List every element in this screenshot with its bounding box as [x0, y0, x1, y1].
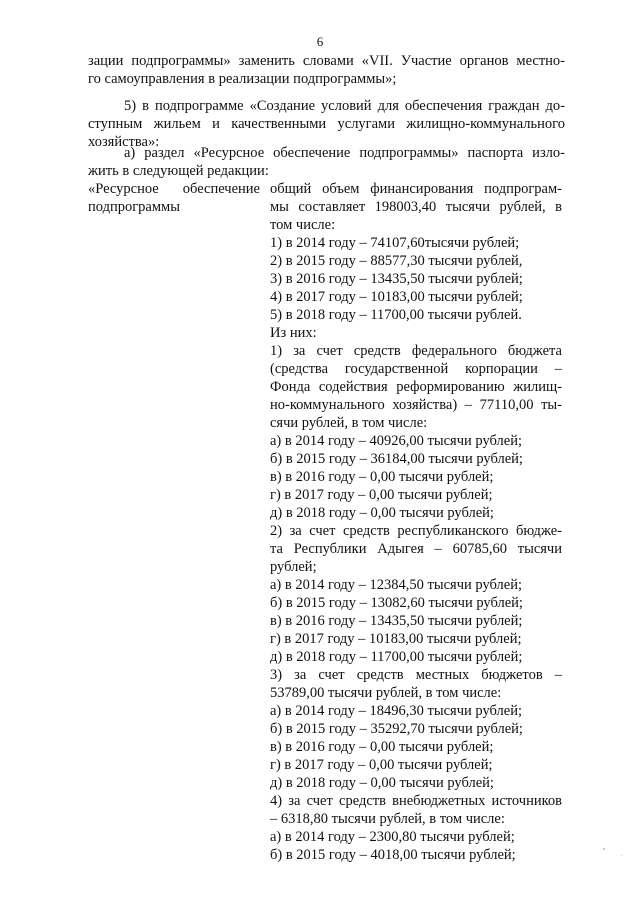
cell-line: г) в 2017 году – 10183,00 тысячи рублей; — [270, 631, 522, 647]
cell-line: в) в 2016 году – 0,00 тысячи рублей; — [270, 739, 494, 755]
intro-paragraph — [88, 52, 565, 88]
cell-line: 2) в 2015 году – 88577,30 тысячи рублей, — [270, 253, 523, 269]
text-line: а) раздел «Ресурсное обеспечение подпрограммы» паспорта изло- — [124, 145, 565, 161]
cell-line: 53789,00 тысячи рублей, в том числе: — [270, 685, 502, 701]
cell-line: подпрограммы — [88, 199, 180, 215]
cell-line: д) в 2018 году – 0,00 тысячи рублей; — [270, 775, 494, 791]
item-a-paragraph — [88, 144, 565, 180]
text-line: жить в следующей редакции: — [88, 163, 269, 179]
cell-line: г) в 2017 году – 0,00 тысячи рублей; — [270, 487, 493, 503]
item-5-paragraph — [88, 97, 565, 151]
page-number: 6 — [316, 34, 324, 49]
text-line: зации подпрограммы» заменить словами «VII. Участие органов местно- — [88, 53, 565, 69]
cell-line: б) в 2015 году – 13082,60 тысячи рублей; — [270, 595, 523, 611]
cell-line: а) в 2014 году – 18496,30 тысячи рублей; — [270, 703, 522, 719]
scan-speck — [603, 848, 605, 850]
cell-line: а) в 2014 году – 40926,00 тысячи рублей; — [270, 433, 522, 449]
cell-line: 4) в 2017 году – 10183,00 тысячи рублей; — [270, 289, 523, 305]
scan-speck — [621, 855, 622, 856]
resource-table-right-cell — [270, 180, 562, 864]
cell-line: «Ресурсное обеспечение — [88, 181, 260, 197]
cell-line: д) в 2018 году – 11700,00 тысячи рублей; — [270, 649, 523, 665]
text-line: го самоуправления в реализации подпрограммы»; — [88, 71, 397, 87]
cell-line: а) в 2014 году – 12384,50 тысячи рублей; — [270, 577, 522, 593]
cell-line: 1) за счет средств федерального бюджета — [270, 343, 562, 359]
cell-line: (средства государственной корпорации – — [270, 361, 562, 377]
cell-line: 2) за счет средств республиканского бюдже- — [270, 523, 562, 539]
cell-line: общий объем финансирования подпрограм- — [270, 181, 562, 197]
cell-line: в) в 2016 году – 0,00 тысячи рублей; — [270, 469, 494, 485]
cell-line: Из них: — [270, 325, 317, 341]
cell-line: б) в 2015 году – 36184,00 тысячи рублей; — [270, 451, 523, 467]
text-line: 5) в подпрограмме «Создание условий для обеспечения граждан до- — [124, 98, 565, 114]
cell-line: мы составляет 198003,40 тысячи рублей, в — [270, 199, 562, 215]
cell-line: б) в 2015 году – 35292,70 тысячи рублей; — [270, 721, 523, 737]
cell-line: 4) за счет средств внебюджетных источников — [270, 793, 562, 809]
cell-line: но-коммунального хозяйства) – 77110,00 ты- — [270, 397, 562, 413]
cell-line: д) в 2018 году – 0,00 тысячи рублей; — [270, 505, 494, 521]
cell-line: в) в 2016 году – 13435,50 тысячи рублей; — [270, 613, 523, 629]
resource-table-left-cell — [88, 180, 260, 216]
cell-line: 3) в 2016 году – 13435,50 тысячи рублей; — [270, 271, 523, 287]
text-line: ступным жильем и качественными услугами жилищно-коммунального — [88, 116, 565, 132]
cell-line: 3) за счет средств местных бюджетов – — [270, 667, 562, 683]
cell-line: сячи рублей, в том числе: — [270, 415, 428, 431]
cell-line: – 6318,80 тысячи рублей, в том числе: — [270, 811, 505, 827]
cell-line: а) в 2014 году – 2300,80 тысячи рублей; — [270, 829, 515, 845]
cell-line: б) в 2015 году – 4018,00 тысячи рублей; — [270, 847, 516, 863]
cell-line: том числе: — [270, 217, 336, 233]
cell-line: 5) в 2018 году – 11700,00 тысячи рублей. — [270, 307, 522, 323]
cell-line: 1) в 2014 году – 74107,60тысячи рублей; — [270, 235, 520, 251]
cell-line: Фонда содействия реформированию жилищ- — [270, 379, 562, 395]
cell-line: та Республики Адыгея – 60785,60 тысячи — [270, 541, 562, 557]
cell-line: г) в 2017 году – 0,00 тысячи рублей; — [270, 757, 493, 773]
cell-line: рублей; — [270, 559, 317, 575]
text-line: хозяйства»: — [88, 134, 160, 150]
